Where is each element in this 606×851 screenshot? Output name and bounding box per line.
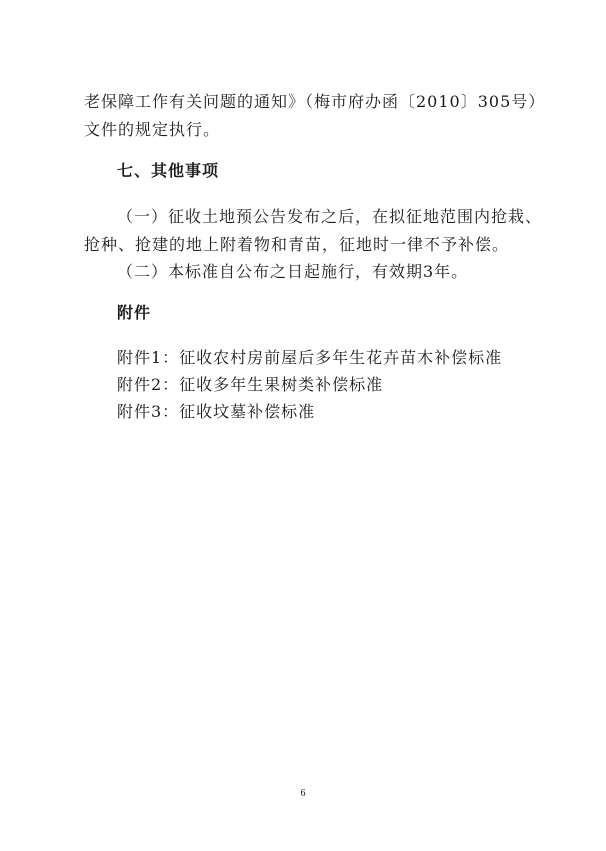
- attachments-heading: 附件: [117, 303, 152, 322]
- body-text-line: 文件的规定执行。: [84, 120, 221, 139]
- attachment-item: 附件1：征收农村房前屋后多年生花卉苗木补偿标准: [117, 348, 503, 367]
- attachment-item: 附件3：征收坟墓补偿标准: [117, 402, 316, 421]
- body-text-line: 抢种、抢建的地上附着物和青苗，征地时一律不予补偿。: [84, 235, 510, 254]
- page-number: 6: [300, 788, 306, 799]
- body-text-line: （二）本标准自公布之日起施行，有效期3年。: [117, 262, 469, 281]
- attachment-item: 附件2：征收多年生果树类补偿标准: [117, 375, 384, 394]
- body-text-line: 老保障工作有关问题的通知》（梅市府办函〔2010〕305号）: [84, 92, 546, 111]
- body-text-line: （一）征收土地预公告发布之后，在拟征地范围内抢栽、: [117, 207, 543, 226]
- section-heading: 七、其他事项: [117, 161, 220, 180]
